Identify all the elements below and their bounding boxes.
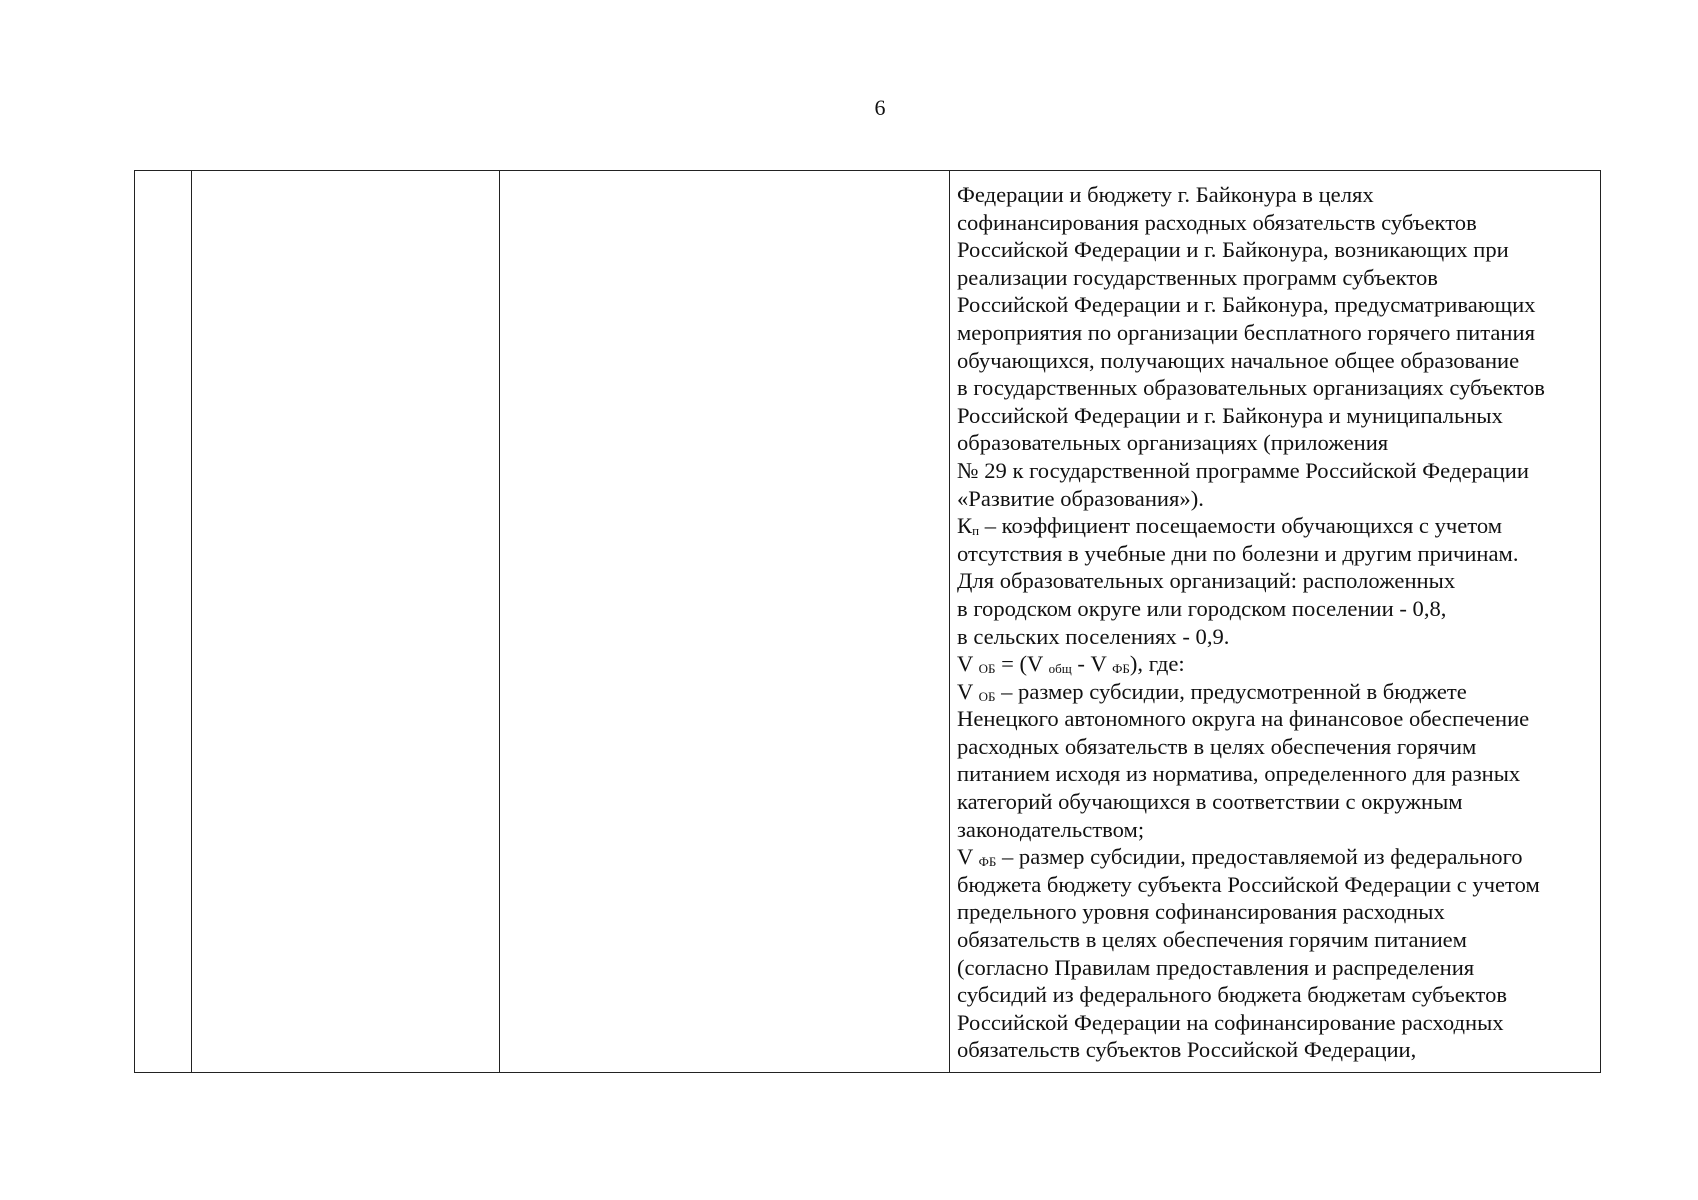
text-line: расходных обязательств в целях обеспечения горячим xyxy=(957,733,1477,759)
formula-vfb-def-line xyxy=(957,843,1597,871)
vob-definition: – размер субсидии, предусмотренной в бюджете xyxy=(1001,678,1467,704)
text-line: отсутствия в учебные дни по болезни и другим причинам. xyxy=(957,540,1519,566)
text-line: в государственных образовательных организациях субъектов xyxy=(957,375,1545,401)
text-line: в сельских поселениях - 0,9. xyxy=(957,623,1230,649)
symbol-v: V xyxy=(957,651,973,677)
text-line: обязательств в целях обеспечения горячим питанием xyxy=(957,927,1467,953)
formula-kp-line xyxy=(957,512,1597,540)
text-line: реализации государственных программ субъектов xyxy=(957,264,1438,290)
text-line: питанием исходя из норматива, определенного для разных xyxy=(957,761,1521,787)
vfb-definition: – размер субсидии, предоставляемой из федерального xyxy=(1001,844,1523,870)
column-divider xyxy=(499,171,500,1072)
text-line: в городском округе или городском поселении - 0,8, xyxy=(957,595,1447,621)
text-line: Российской Федерации на софинансирование расходных xyxy=(957,1009,1504,1035)
subscript-p: п xyxy=(972,523,980,539)
text-line: Ненецкого автономного округа на финансовое обеспечение xyxy=(957,706,1530,732)
symbol-v: V xyxy=(957,844,973,870)
symbol-v: V xyxy=(957,678,973,704)
text-line: бюджета бюджету субъекта Российской Федерации с учетом xyxy=(957,871,1540,897)
formula-vob-def-line xyxy=(957,678,1597,706)
table-cell-text xyxy=(957,181,1597,1064)
text-line: законодательством; xyxy=(957,816,1145,842)
text-line: субсидий из федерального бюджета бюджетам субъектов xyxy=(957,982,1508,1008)
symbol-k: К xyxy=(957,513,973,539)
text-line: предельного уровня софинансирования расходных xyxy=(957,899,1445,925)
document-table xyxy=(134,170,1601,1073)
symbol-v: V xyxy=(1090,651,1107,677)
text-line: № 29 к государственной программе Российской Федерации xyxy=(957,457,1529,483)
subscript-obsch: общ xyxy=(1048,661,1072,677)
subscript-ob: ОБ xyxy=(978,688,996,704)
subscript-ob: ОБ xyxy=(978,661,996,677)
text-line: образовательных организациях (приложения xyxy=(957,430,1389,456)
text-line: обучающихся, получающих начальное общее образование xyxy=(957,347,1520,373)
formula-vob-line xyxy=(957,650,1597,678)
column-divider xyxy=(191,171,192,1072)
page-number: 6 xyxy=(874,95,886,120)
text-line: «Развитие образования»). xyxy=(957,485,1204,511)
text-line: Федерации и бюджету г. Байконура в целях xyxy=(957,182,1374,207)
text-line: софинансирования расходных обязательств субъектов xyxy=(957,209,1477,235)
text-line: мероприятия по организации бесплатного горячего питания xyxy=(957,319,1535,345)
column-divider xyxy=(949,171,950,1072)
text-line: обязательств субъектов Российской Федерации, xyxy=(957,1037,1417,1063)
subscript-fb: ФБ xyxy=(978,854,997,870)
formula-tail: ), где: xyxy=(1129,651,1185,677)
equals-open: = ( xyxy=(995,651,1028,677)
text-line: Российской Федерации и г. Байконура и муниципальных xyxy=(957,402,1503,428)
kp-definition: – коэффициент посещаемости обучающихся с учетом xyxy=(984,513,1503,539)
minus-sign: - xyxy=(1071,651,1091,677)
text-line: Российской Федерации и г. Байконура, возникающих при xyxy=(957,237,1509,263)
text-line: (согласно Правилам предоставления и распределения xyxy=(957,954,1475,980)
text-line: категорий обучающихся в соответствии с окружным xyxy=(957,789,1463,815)
text-line: Для образовательных организаций: расположенных xyxy=(957,568,1456,594)
text-line: Российской Федерации и г. Байконура, предусматривающих xyxy=(957,292,1536,318)
subscript-fb: ФБ xyxy=(1112,661,1130,677)
symbol-v: V xyxy=(1027,651,1043,677)
